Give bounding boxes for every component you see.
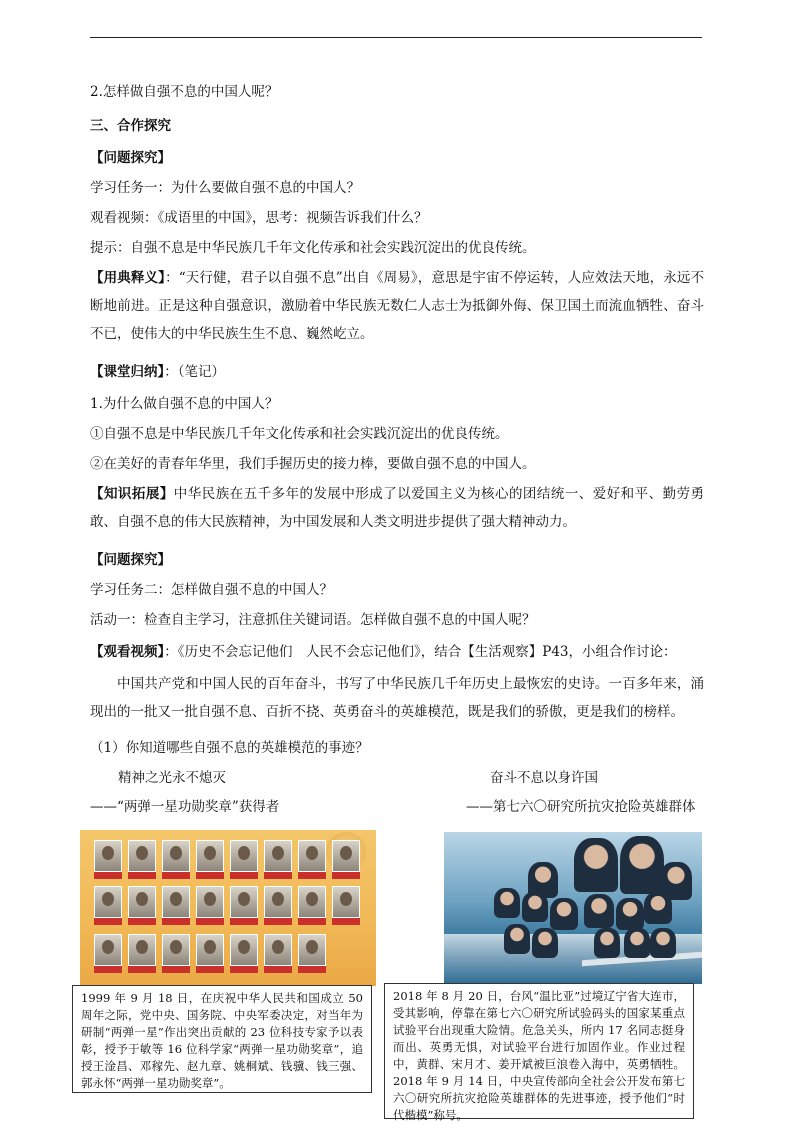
motto-left: 精神之光永不熄灭	[118, 770, 226, 786]
scientist-portrait	[230, 886, 258, 918]
classic-label: 【用典释义】	[90, 270, 166, 286]
hero-figure	[616, 898, 644, 930]
scientist-portrait	[264, 840, 292, 872]
scientist-portrait	[94, 886, 122, 918]
hero-figure	[550, 898, 578, 930]
scientist-portrait	[162, 886, 190, 918]
hero-figure	[494, 888, 520, 918]
scientist-portrait	[196, 886, 224, 918]
extension-paragraph	[90, 480, 704, 536]
extension-label: 【知识拓展】	[90, 486, 174, 502]
scientist-portrait	[230, 840, 258, 872]
header-rule	[90, 37, 702, 38]
question-line: 2.怎样做自强不息的中国人呢？	[90, 84, 279, 100]
classic-paragraph	[90, 264, 704, 348]
video-line	[90, 642, 677, 662]
scientist-portrait	[196, 840, 224, 872]
scientist-portrait	[162, 934, 190, 966]
scientist-portrait	[332, 886, 360, 918]
classic-text: ：“天行健，君子以自强不息”出自《周易》，意思是宇宙不停运转，人应效法天地，永远不断地前进。正是这种自强意识，激励着中华民族无数仁人志士为抵御外侮、保卫国土而流血牺牲、奋斗不已，使伟大的中华民族生生不息、巍然屹立。	[90, 270, 704, 342]
hero-figure	[650, 928, 676, 958]
summary-answer-1: ①自强不息是中华民族几千年文化传承和社会实践沉淀出的优良传统。	[90, 426, 509, 442]
summary-note: ：（笔记）	[164, 364, 225, 380]
scientist-portrait	[230, 934, 258, 966]
scientist-portrait	[264, 886, 292, 918]
hero-figure	[504, 924, 530, 954]
hero-figure	[594, 928, 620, 958]
motto-right: 奋斗不息以身许国	[490, 770, 598, 786]
hero-group-photo	[444, 832, 702, 984]
scientist-portrait	[298, 840, 326, 872]
activity-one: 活动一：检查自主学习，注意抓住关键词语。怎样做自强不息的中国人呢？	[90, 612, 536, 628]
hint: 提示：自强不息是中华民族几千年文化传承和社会实践沉淀出的优良传统。	[90, 240, 536, 256]
hero-figure	[574, 838, 618, 892]
scientist-portrait	[94, 840, 122, 872]
caption-box-right: 2018 年 8 月 20 日，台风“温比亚”过境辽宁省大连市，受其影响，停靠在第七六〇研究所试验码头的国家某重点试验平台出现重大险情。危急关头，所内 17 名同志挺身而出、英勇无惧，对试验平台进行加固作业。作业过程中，黄群、宋月才、姜开斌被巨浪卷入海中，英勇牺牲。2018 年 9 月 14 日，中央宣传部向全社会公开发布第七六〇研究所抗灾抢险英雄群体的先进事迹，授予他们“时代楷模”称号。	[384, 983, 694, 1119]
scientist-portrait	[298, 886, 326, 918]
hero-figure	[644, 892, 672, 924]
video-label: 【观看视频】	[90, 644, 165, 660]
scientist-portrait	[94, 934, 122, 966]
section-heading: 三、合作探究	[90, 118, 171, 134]
summary-line	[90, 362, 225, 382]
extension-text: 中华民族在五千多年的发展中形成了以爱国主义为核心的团结统一、爱好和平、勤劳勇敢、自强不息的伟大民族精神，为中国发展和人类文明进步提供了强大精神动力。	[90, 486, 705, 530]
inquiry-two-heading: 【问题探究】	[90, 552, 171, 568]
motto-right-attribution: ——第七六〇研究所抗灾抢险英雄群体	[466, 799, 696, 815]
scientist-portrait	[264, 934, 292, 966]
hero-figure	[624, 928, 650, 958]
summary-answer-2: ②在美好的青春年华里，我们手握历史的接力棒，要做自强不息的中国人。	[90, 456, 536, 472]
scientist-portrait	[332, 840, 360, 872]
hero-figure	[532, 928, 558, 958]
story-paragraph: 中国共产党和中国人民的百年奋斗，书写了中华民族几千年历史上最恢宏的史诗。一百多年来，涌现出的一批又一批自强不息、百折不挠、英勇奋斗的英雄模范，既是我们的骄傲，更是我们的榜样。	[90, 676, 704, 720]
hero-figure	[620, 836, 664, 894]
video-text: ：《历史不会忘记他们 人民不会忘记他们》，结合【生活观察】P43，小组合作讨论：	[164, 644, 677, 660]
question-one: （1）你知道哪些自强不息的英雄模范的事迹？	[90, 740, 369, 756]
task-one: 学习任务一：为什么要做自强不息的中国人？	[90, 180, 360, 196]
scientist-portrait	[196, 934, 224, 966]
summary-label: 【课堂归纳】	[90, 364, 165, 380]
hero-figure	[584, 894, 614, 928]
caption-box-left: 1999 年 9 月 18 日，在庆祝中华人民共和国成立 50 周年之际，党中央、国务院、中央军委决定，对当年为研制“两弹一星”作出突出贡献的 23 位科技专家予以表彰，授予于敏等 16 位科学家“两弹一星功勋奖章”，追授王淦昌、邓稼先、赵九章、姚桐斌、钱骥、钱三强、郭永怀“两弹一星功勋奖章”。	[72, 985, 372, 1093]
summary-question: 1.为什么做自强不息的中国人？	[90, 396, 279, 412]
two-bombs-one-satellite-photo	[80, 830, 376, 986]
scientist-portrait	[298, 934, 326, 966]
scientist-portrait	[162, 840, 190, 872]
inquiry-heading: 【问题探究】	[90, 150, 171, 166]
scientist-portrait	[128, 840, 156, 872]
motto-left-attribution: ——“两弹一星功勋奖章”获得者	[90, 799, 280, 815]
video-one: 观看视频：《成语里的中国》，思考：视频告诉我们什么？	[90, 210, 428, 226]
scientist-portrait	[128, 886, 156, 918]
task-two: 学习任务二：怎样做自强不息的中国人？	[90, 582, 333, 598]
hero-figure	[522, 892, 548, 922]
scientist-portrait	[128, 934, 156, 966]
